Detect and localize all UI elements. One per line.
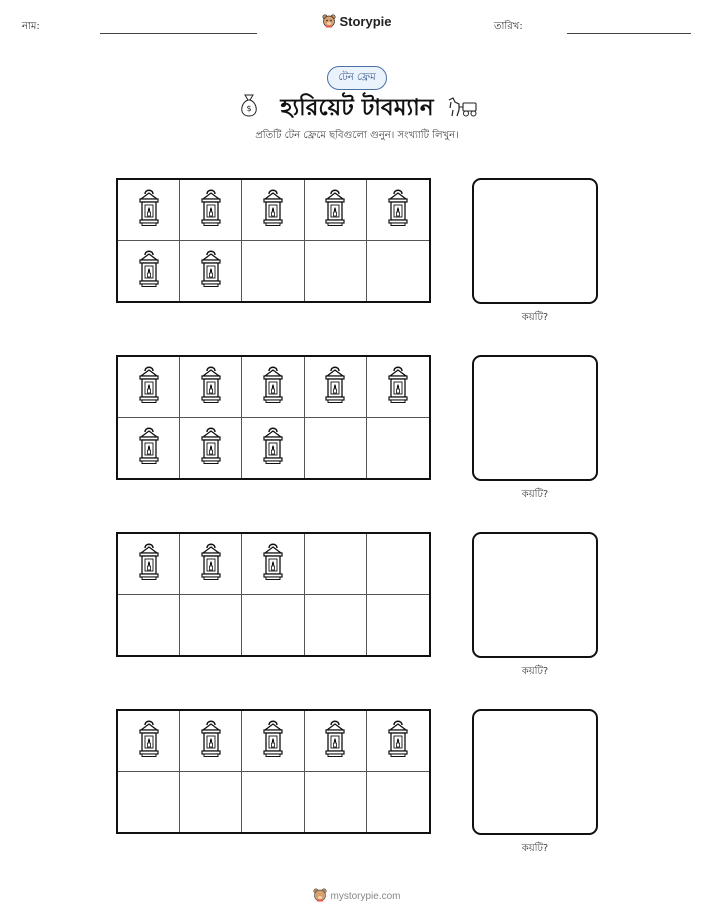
ten-frame-cell <box>242 357 304 418</box>
ten-frame-cell <box>180 418 242 479</box>
answer-prompt: কয়টি? <box>521 666 549 677</box>
instructions: প্রতিটি টেন ফ্রেমে ছবিগুলো গুনুন। সংখ্যাটি লিখুন। <box>255 130 459 141</box>
ten-frame-cell <box>242 418 304 479</box>
ten-frame-cell <box>180 180 242 241</box>
answer-prompt: কয়টি? <box>521 489 549 500</box>
ten-frame-cell <box>367 711 429 772</box>
ten-frame <box>116 178 431 303</box>
ten-frame-cell <box>367 357 429 418</box>
bear-logo-icon <box>313 888 327 905</box>
ten-frame-cell <box>305 772 367 833</box>
footer-url: mystorypie.com <box>330 891 401 903</box>
ten-frame <box>116 355 431 480</box>
ten-frame-cell <box>367 241 429 302</box>
name-label: নাম: <box>22 21 40 32</box>
ten-frame-cell <box>305 180 367 241</box>
lantern-icon <box>198 719 224 763</box>
date-label: তারিখ: <box>494 21 523 32</box>
ten-frame-cell <box>242 772 304 833</box>
ten-frame-cell <box>367 772 429 833</box>
lantern-icon <box>136 188 162 232</box>
ten-frame-cell <box>180 711 242 772</box>
ten-frame-cell <box>367 418 429 479</box>
ten-frame-cell <box>118 357 180 418</box>
lantern-icon <box>136 542 162 586</box>
ten-frame-cell <box>118 534 180 595</box>
answer-prompt: কয়টি? <box>521 312 549 323</box>
lantern-icon <box>136 249 162 293</box>
lantern-icon <box>198 542 224 586</box>
lantern-icon <box>260 426 286 470</box>
ten-frame-cell <box>180 772 242 833</box>
ten-frame-cell <box>180 357 242 418</box>
ten-frame <box>116 709 431 834</box>
lantern-icon <box>385 365 411 409</box>
ten-frame-cell <box>118 241 180 302</box>
ten-frame-cell <box>242 534 304 595</box>
ten-frame-cell <box>305 595 367 656</box>
lantern-icon <box>136 365 162 409</box>
lantern-icon <box>385 719 411 763</box>
ten-frame-cell <box>305 418 367 479</box>
ten-frame-cell <box>180 595 242 656</box>
ten-frame-cell <box>367 180 429 241</box>
lantern-icon <box>322 188 348 232</box>
lantern-icon <box>198 426 224 470</box>
bear-logo-icon <box>322 14 336 31</box>
answer-prompt: কয়টি? <box>521 843 549 854</box>
ten-frame-cell <box>367 534 429 595</box>
lantern-icon <box>260 719 286 763</box>
lantern-icon <box>385 188 411 232</box>
lantern-icon <box>260 542 286 586</box>
lantern-icon <box>136 426 162 470</box>
answer-box[interactable] <box>472 178 598 304</box>
page-title: হ্যরিয়েট টাবম্যান <box>280 95 434 121</box>
answer-box[interactable] <box>472 709 598 835</box>
lantern-icon <box>322 365 348 409</box>
name-line[interactable] <box>100 33 257 34</box>
lantern-icon <box>260 365 286 409</box>
answer-box[interactable] <box>472 355 598 481</box>
lantern-icon <box>198 365 224 409</box>
ten-frame-cell <box>305 534 367 595</box>
ten-frame-cell <box>118 418 180 479</box>
ten-frame-cell <box>118 772 180 833</box>
ten-frame-cell <box>180 534 242 595</box>
ten-frame-cell <box>242 180 304 241</box>
lantern-icon <box>198 188 224 232</box>
lantern-icon <box>322 719 348 763</box>
horse-carriage-icon <box>447 96 479 122</box>
ten-frame-cell <box>305 357 367 418</box>
ten-frame <box>116 532 431 657</box>
brand-name: Storypie <box>339 14 392 29</box>
lantern-icon <box>198 249 224 293</box>
ten-frame-cell <box>118 595 180 656</box>
ten-frame-cell <box>242 241 304 302</box>
footer <box>0 888 714 905</box>
ten-frame-cell <box>180 241 242 302</box>
ten-frame-cell <box>367 595 429 656</box>
lantern-icon <box>136 719 162 763</box>
ten-frame-cell <box>242 595 304 656</box>
ten-frame-cell <box>242 711 304 772</box>
ten-frame-cell <box>118 180 180 241</box>
brand <box>0 14 714 31</box>
answer-box[interactable] <box>472 532 598 658</box>
date-line[interactable] <box>567 33 691 34</box>
ten-frame-cell <box>118 711 180 772</box>
ten-frame-cell <box>305 241 367 302</box>
lantern-icon <box>260 188 286 232</box>
ten-frame-cell <box>305 711 367 772</box>
svg-text:$: $ <box>246 104 252 113</box>
worksheet-type-badge: টেন ফ্রেম <box>327 66 387 90</box>
